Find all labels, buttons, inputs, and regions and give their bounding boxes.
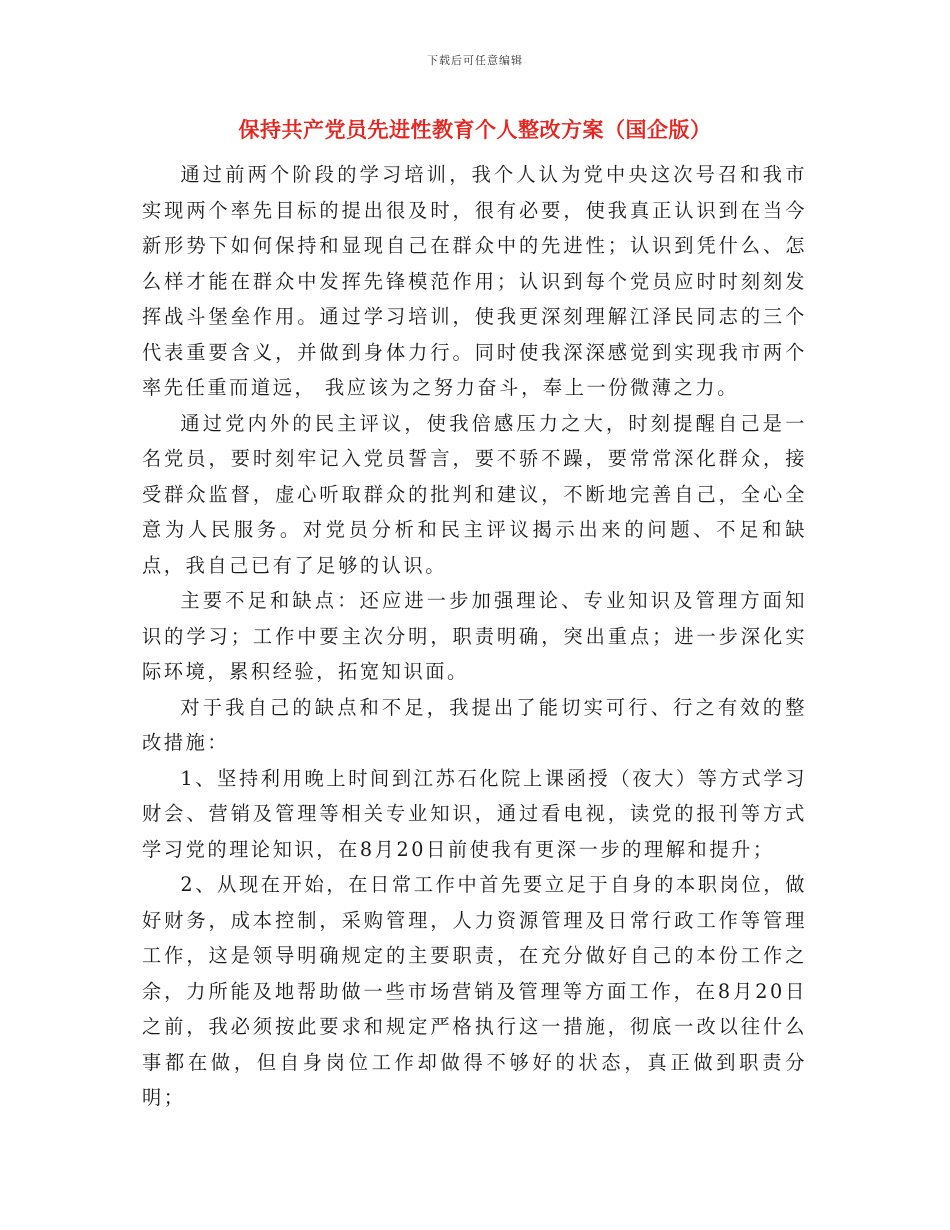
paragraph: 1、坚持利用晚上时间到江苏石化院上课函授（夜大）等方式学习财会、营销及管理等相关专业知识，通过看电视，读党的报刊等方式学习党的理论知识，在8月20日前使我有更深一步的理解和提升； (142, 766, 807, 861)
paragraph: 通过前两个阶段的学习培训，我个人认为党中央这次号召和我市实现两个率先目标的提出很及时，很有必要，使我真正认识到在当今新形势下如何保持和显现自己在群众中的先进性；认识到凭什么、怎么样才能在群众中发挥先锋模范作用；认识到每个党员应时时刻刻发挥战斗堡垒作用。通过学习培训，使我更深刻理解江泽民同志的三个代表重要含义，并做到身体力行。同时使我深深感觉到实现我市两个率先任重而道远， 我应该为之努力奋斗，奉上一份微薄之力。 (142, 163, 807, 399)
paragraph: 2、从现在开始，在日常工作中首先要立足于自身的本职岗位，做好财务，成本控制，采购管理，人力资源管理及日常行政工作等管理工作，这是领导明确规定的主要职责，在充分做好自己的本份工作之余，力所能及地帮助做一些市场营销及管理等方面工作，在8月20日之前，我必须按此要求和规定严格执行这一措施，彻底一改以往什么事都在做，但自身岗位工作却做得不够好的状态，真正做到职责分明； (142, 873, 807, 1109)
paragraph: 通过党内外的民主评议，使我倍感压力之大，时刻提醒自己是一名党员，要时刻牢记入党员誓言，要不骄不躁，要常常深化群众，接受群众监督，虚心听取群众的批判和建议，不断地完善自己，全心全意为人民服务。对党员分析和民主评议揭示出来的问题、不足和缺点，我自己已有了足够的认识。 (142, 411, 807, 577)
document-body (142, 157, 807, 1116)
document-title: 保持共产党员先进性教育个人整改方案（国企版） (238, 117, 712, 142)
header-note: 下载后可任意编辑 (427, 54, 523, 67)
paragraph: 对于我自己的缺点和不足，我提出了能切实可行、行之有效的整改措施： (142, 695, 807, 754)
paragraph: 主要不足和缺点：还应进一步加强理论、专业知识及管理方面知识的学习；工作中要主次分明，职责明确，突出重点；进一步深化实际环境，累积经验，拓宽知识面。 (142, 589, 807, 683)
